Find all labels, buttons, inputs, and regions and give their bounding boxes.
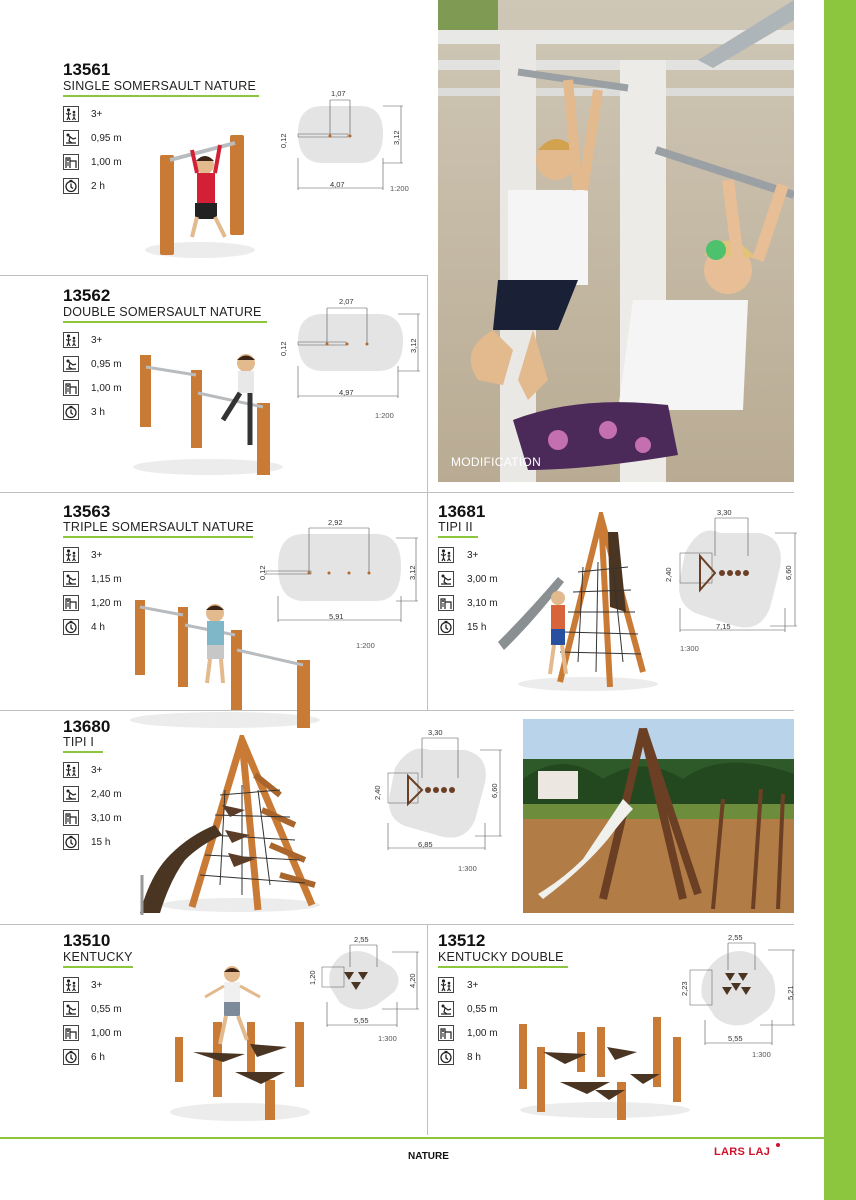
fall-height-icon: [438, 1001, 454, 1017]
product-number: 13563: [63, 502, 111, 521]
product-number: 13561: [63, 60, 111, 79]
age-icon: [63, 762, 79, 778]
product-number: 13512: [438, 931, 486, 950]
spec-zone-height: 1,00 m: [91, 383, 122, 394]
dim-width: 4,07: [330, 180, 345, 189]
spec-install-time: 4 h: [91, 622, 105, 633]
dim-height: 6,60: [784, 565, 793, 580]
spec-install-time: 15 h: [91, 837, 111, 848]
spec-install-time: 3 h: [91, 407, 105, 418]
install-time-icon: [63, 404, 79, 420]
dimension-plan: [302, 937, 432, 1047]
product-name: DOUBLE SOMERSAULT NATURE: [63, 305, 262, 319]
product-render: [130, 735, 330, 915]
brand-logo: LARS LAJ: [714, 1146, 771, 1158]
spec-age: 3+: [467, 980, 479, 991]
product-name: KENTUCKY: [63, 950, 133, 964]
product-photo-somersault: [438, 0, 794, 482]
age-icon: [63, 332, 79, 348]
spec-zone-height: 1,00 m: [91, 1028, 122, 1039]
dim-height: 3,12: [408, 565, 417, 580]
spec-zone-height: 3,10 m: [91, 813, 122, 824]
scale: 1:300: [680, 644, 699, 653]
name-underline: [438, 536, 478, 538]
dim-width: 7,15: [716, 622, 731, 631]
safety-zone-height-icon: [438, 1025, 454, 1041]
product-name: TIPI I: [63, 735, 95, 749]
fall-height-icon: [63, 1001, 79, 1017]
spec-install-time: 6 h: [91, 1052, 105, 1063]
dim-width: 5,91: [329, 612, 344, 621]
name-underline: [438, 966, 568, 968]
install-time-icon: [63, 178, 79, 194]
dim-side: 2,40: [373, 785, 382, 800]
dim-width: 5,55: [354, 1016, 369, 1025]
spec-age: 3+: [91, 765, 103, 776]
product-name: KENTUCKY DOUBLE: [438, 950, 564, 964]
name-underline: [63, 966, 133, 968]
page-side-bar: [824, 0, 856, 1200]
dim-top: 2,55: [354, 935, 369, 944]
dim-side: 1,20: [308, 970, 317, 985]
dim-side: 0,12: [279, 133, 288, 148]
photo-caption: MODIFICATION: [451, 455, 542, 469]
dim-top: 2,92: [328, 518, 343, 527]
footer-rule: [0, 1137, 824, 1139]
product-number: 13510: [63, 931, 111, 950]
dim-side: 2,40: [664, 567, 673, 582]
install-time-icon: [63, 834, 79, 850]
fall-height-icon: [438, 571, 454, 587]
dim-height: 3,12: [392, 130, 401, 145]
spec-fall-height: 0,55 m: [91, 1004, 122, 1015]
spec-age: 3+: [91, 335, 103, 346]
divider: [0, 275, 427, 276]
spec-fall-height: 0,95 m: [91, 133, 122, 144]
spec-zone-height: 1,00 m: [91, 157, 122, 168]
fall-height-icon: [63, 130, 79, 146]
product-number: 13681: [438, 502, 486, 521]
product-name: TRIPLE SOMERSAULT NATURE: [63, 520, 254, 534]
spec-age: 3+: [467, 550, 479, 561]
safety-zone-height-icon: [63, 810, 79, 826]
dim-side: 2,23: [680, 981, 689, 996]
brand-dot: [776, 1143, 780, 1147]
age-icon: [438, 977, 454, 993]
dim-top: 2,55: [728, 933, 743, 942]
install-time-icon: [438, 619, 454, 635]
dimension-plan: [370, 728, 520, 868]
divider: [0, 924, 794, 925]
page-number: 79: [805, 1152, 817, 1163]
age-icon: [63, 106, 79, 122]
age-icon: [438, 547, 454, 563]
dim-height: 6,60: [490, 783, 499, 798]
product-render: [498, 512, 658, 692]
name-underline: [63, 95, 259, 97]
product-render: [128, 345, 288, 480]
product-number: 13680: [63, 717, 111, 736]
dimension-plan: [660, 508, 810, 658]
install-time-icon: [438, 1049, 454, 1065]
spec-age: 3+: [91, 980, 103, 991]
product-photo-tipi: [523, 719, 794, 913]
fall-height-icon: [63, 786, 79, 802]
safety-zone-height-icon: [63, 595, 79, 611]
scale: 1:300: [458, 864, 477, 873]
dim-height: 5,21: [786, 985, 795, 1000]
dim-top: 2,07: [339, 297, 354, 306]
product-render: [140, 125, 260, 260]
product-name: SINGLE SOMERSAULT NATURE: [63, 79, 257, 93]
spec-zone-height: 1,00 m: [467, 1028, 498, 1039]
dimension-plan: [256, 516, 426, 626]
spec-fall-height: 1,15 m: [91, 574, 122, 585]
safety-zone-height-icon: [63, 1025, 79, 1041]
dim-height: 4,20: [408, 973, 417, 988]
scale: 1:200: [356, 641, 375, 650]
fall-height-icon: [63, 571, 79, 587]
scale: 1:300: [378, 1034, 397, 1043]
age-icon: [63, 547, 79, 563]
dim-side: 0,12: [258, 565, 267, 580]
spec-install-time: 2 h: [91, 181, 105, 192]
fall-height-icon: [63, 356, 79, 372]
dimension-plan: [278, 88, 428, 198]
product-render: [515, 1012, 695, 1122]
safety-zone-height-icon: [63, 380, 79, 396]
dim-width: 5,55: [728, 1034, 743, 1043]
scale: 1:300: [752, 1050, 771, 1059]
scale: 1:200: [375, 411, 394, 420]
spec-install-time: 8 h: [467, 1052, 481, 1063]
product-number: 13562: [63, 286, 111, 305]
install-time-icon: [63, 619, 79, 635]
dim-width: 6,85: [418, 840, 433, 849]
name-underline: [63, 321, 267, 323]
dim-side: 0,12: [279, 341, 288, 356]
spec-fall-height: 0,55 m: [467, 1004, 498, 1015]
divider: [0, 710, 794, 711]
scale: 1:200: [390, 184, 409, 193]
name-underline: [63, 751, 103, 753]
safety-zone-height-icon: [63, 154, 79, 170]
spec-zone-height: 1,20 m: [91, 598, 122, 609]
divider: [0, 492, 794, 493]
spec-age: 3+: [91, 550, 103, 561]
install-time-icon: [63, 1049, 79, 1065]
spec-zone-height: 3,10 m: [467, 598, 498, 609]
dim-height: 3,12: [409, 338, 418, 353]
product-name: TIPI II: [438, 520, 473, 534]
footer-section: NATURE: [408, 1151, 449, 1162]
dim-width: 4,97: [339, 388, 354, 397]
spec-install-time: 15 h: [467, 622, 487, 633]
spec-fall-height: 2,40 m: [91, 789, 122, 800]
spec-fall-height: 3,00 m: [467, 574, 498, 585]
dim-top: 3,30: [717, 508, 732, 517]
spec-age: 3+: [91, 109, 103, 120]
product-render: [165, 962, 315, 1127]
age-icon: [63, 977, 79, 993]
dim-top: 1,07: [331, 89, 346, 98]
spec-fall-height: 0,95 m: [91, 359, 122, 370]
dim-top: 3,30: [428, 728, 443, 737]
safety-zone-height-icon: [438, 595, 454, 611]
name-underline: [63, 536, 253, 538]
